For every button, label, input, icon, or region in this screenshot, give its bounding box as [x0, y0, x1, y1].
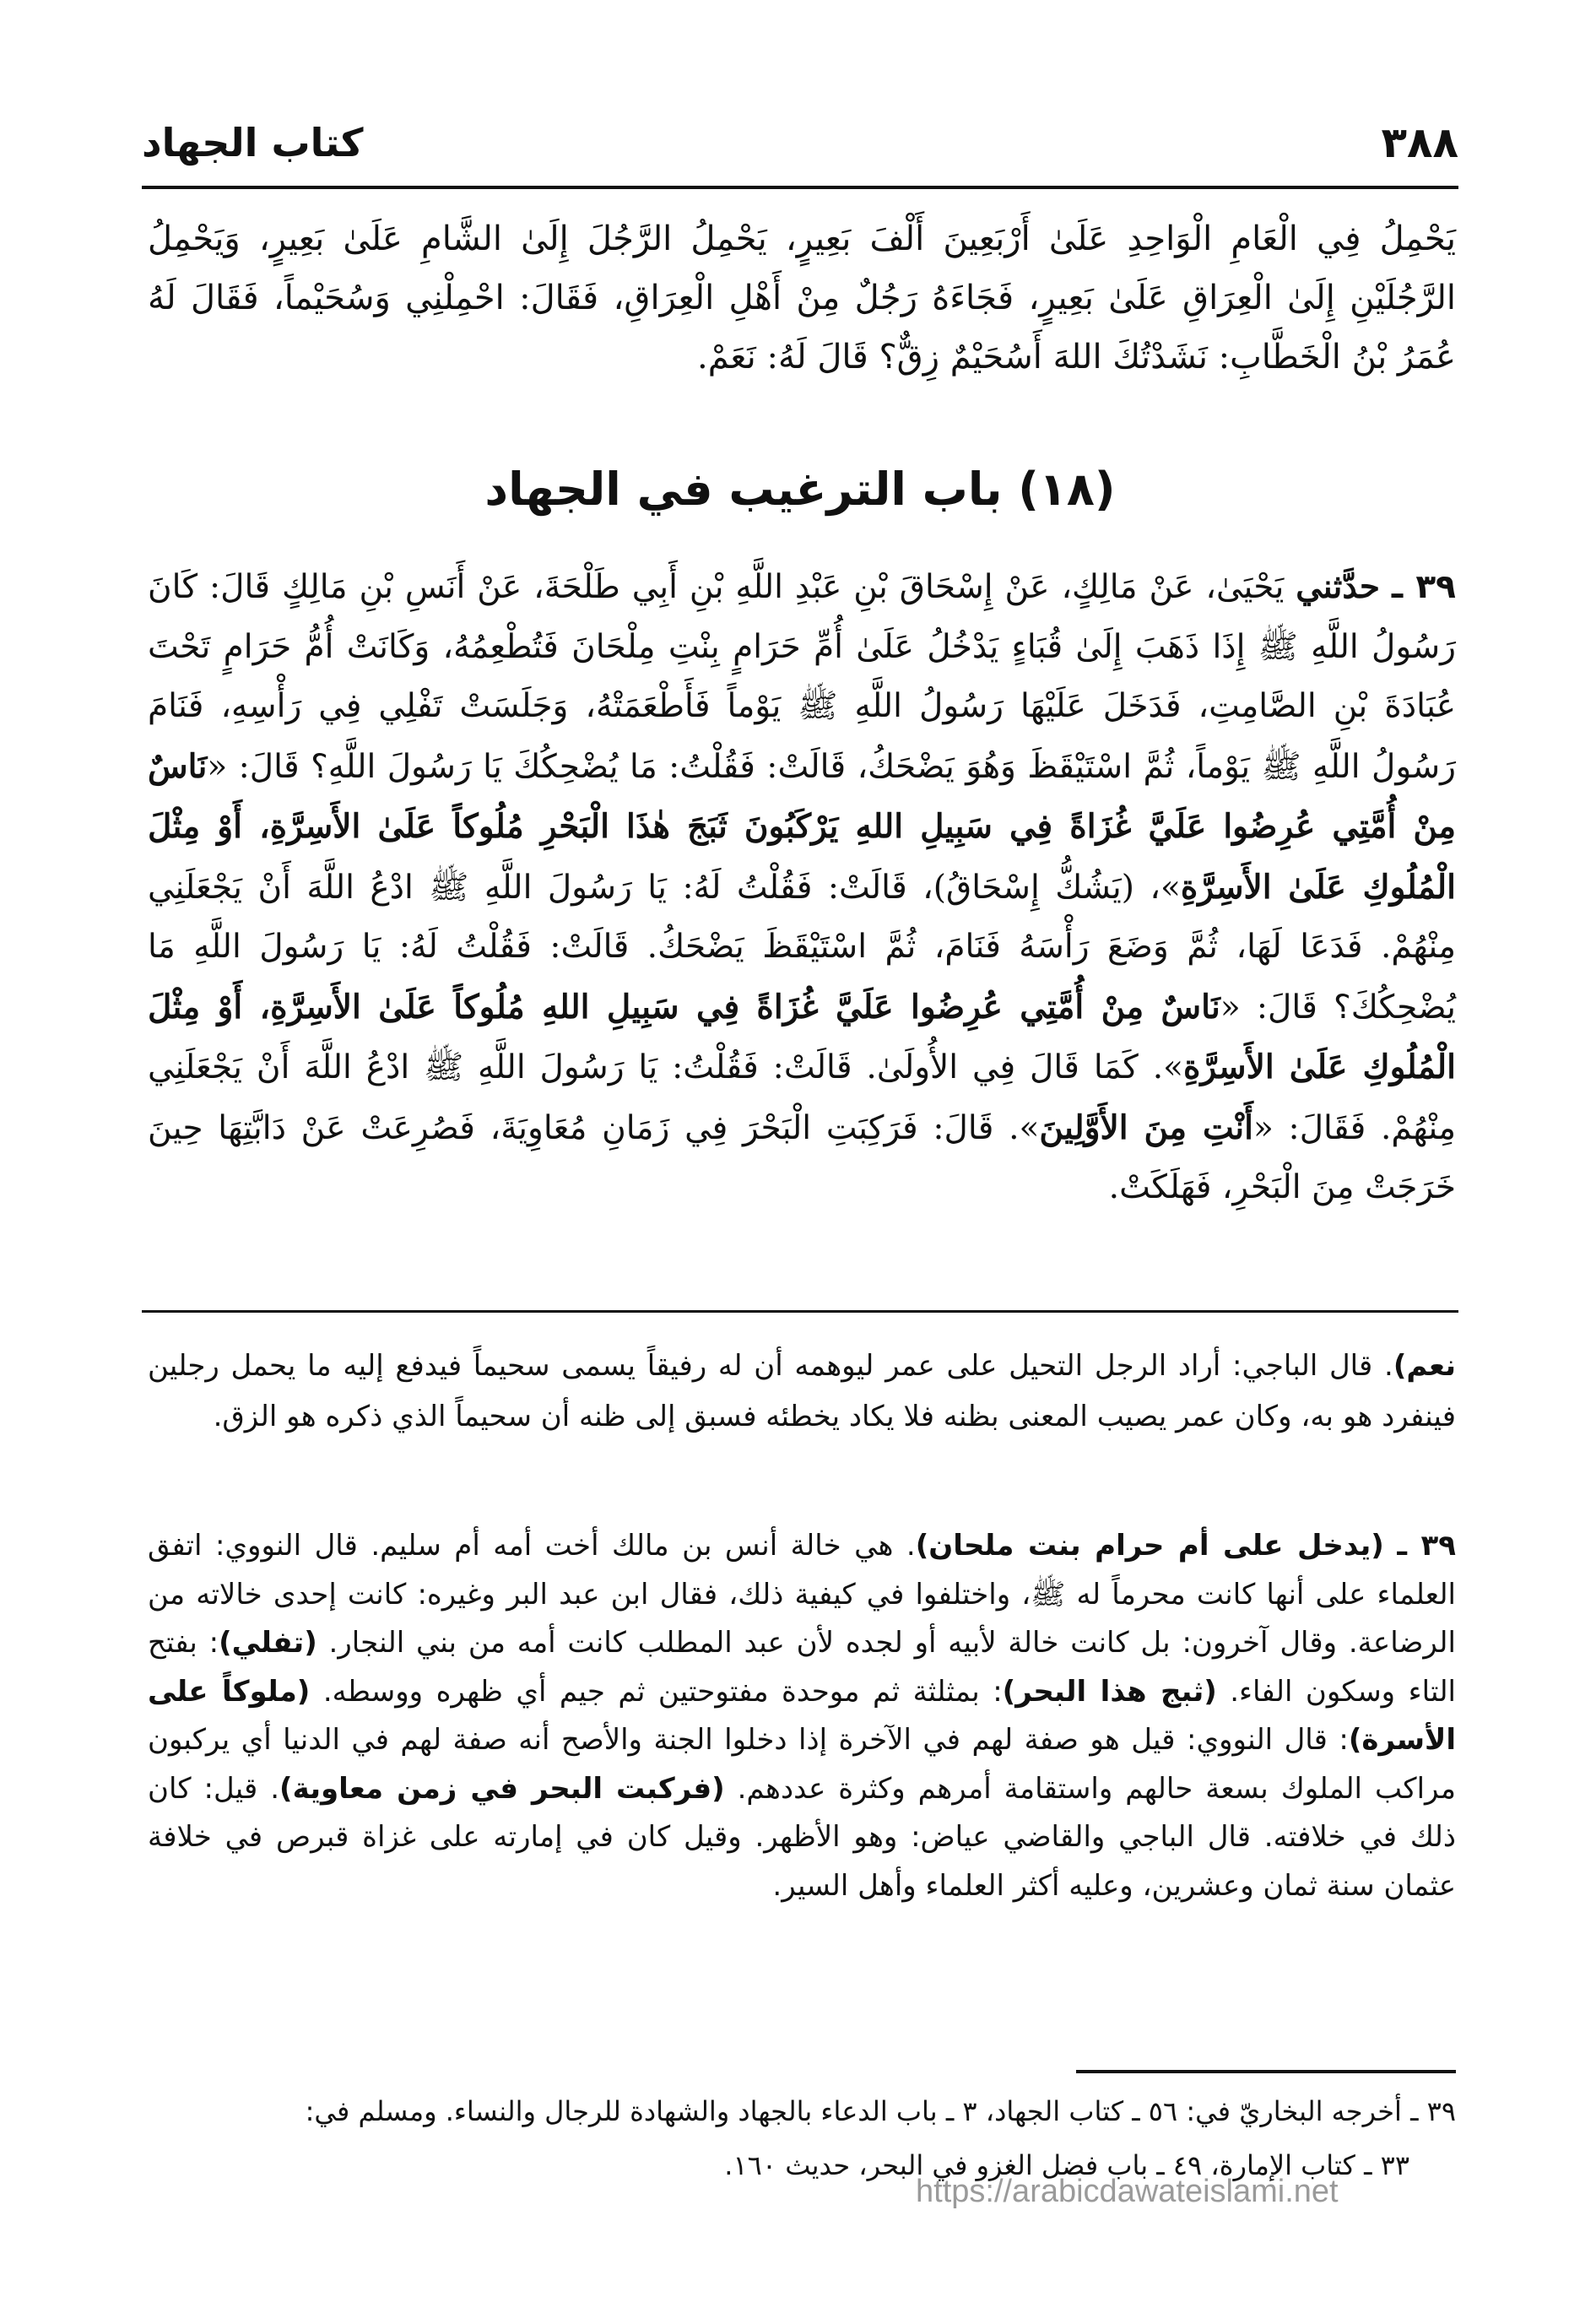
commentary-divider: [142, 1310, 1458, 1313]
note2-keyword-1: (يدخل على أم حرام بنت ملحان): [915, 1529, 1384, 1563]
intro-text: يَحْمِلُ فِي الْعَامِ الْوَاحِدِ عَلَىٰ أَرْبَعِينَ أَلْفَ بَعِيرٍ، يَحْمِلُ الرَّجُلَ إِلَىٰ الشَّامِ عَلَىٰ بَعِيرٍ، وَيَحْمِلُ الرَّجُلَيْنِ إِلَىٰ الْعِرَاقِ عَلَىٰ بَعِيرٍ، فَجَاءَهُ رَجُلٌ مِنْ أَهْلِ الْعِرَاقِ، فَقَالَ: احْمِلْنِي وَسُحَيْماً، فَقَالَ لَهُ عُمَرُ بْنُ الْخَطَّابِ: نَشَدْتُكَ اللهَ أَسُحَيْمٌ زِقٌّ؟ قَالَ لَهُ: نَعَمْ.: [148, 219, 1456, 376]
note1-text: . قال الباجي: أراد الرجل التحيل على عمر ليوهمه أن له رفيقاً يسمى سحيماً فيدفع إليه ما يحمل رجلين فينفرد هو به، وكان عمر يصيب المعنى بظنه فلا يكاد يخطئه فسبق إلى ظنه أن سحيماً الذي ذكره هو الزق.: [148, 1349, 1456, 1433]
hadith-number: ٣٩ ـ: [1391, 568, 1456, 606]
page-header: [142, 118, 1458, 179]
note2-text-5: . قيل: كان ذلك في خلافته. قال الباجي والقاضي عياض: وهو الأظهر. وقيل كان في إمارته على غزاة قبرص في خلافة عثمان سنة ثمان وعشرين، وعليه أكثر العلماء وأهل السير.: [148, 1771, 1456, 1903]
hadith-text-3: ». كَمَا قَالَ فِي الأُولَىٰ. قَالَتْ: فَقُلْتُ: يَا رَسُولَ اللَّهِ ﷺ ادْعُ اللَّهَ أَنْ يَجْعَلَنِي مِنْهُمْ. فَقَالَ: «: [148, 1048, 1456, 1147]
header-divider: [142, 186, 1458, 189]
note2-keyword-5: (فركبت البحر في زمن معاوية): [279, 1771, 725, 1806]
watermark-url: https://arabicdawateislami.net: [916, 2174, 1339, 2209]
note2-keyword-3: (ثبج هذا البحر): [1002, 1674, 1217, 1709]
book-title: كتاب الجهاد: [142, 120, 364, 165]
hadith-opening: حدَّثني: [1296, 567, 1380, 606]
hadith-text-1: يَحْيَىٰ، عَنْ مَالِكٍ، عَنْ إِسْحَاقَ بْنِ عَبْدِ اللَّهِ بْنِ أَبِي طَلْحَةَ، عَنْ أَنَسِ بْنِ مَالِكٍ قَالَ: كَانَ رَسُولُ اللَّهِ ﷺ إِذَا ذَهَبَ إِلَىٰ قُبَاءٍ يَدْخُلُ عَلَىٰ أُمِّ حَرَامٍ بِنْتِ مِلْحَانَ فَتُطْعِمُهُ، وَكَانَتْ أُمُّ حَرَامٍ تَحْتَ عُبَادَةَ بْنِ الصَّامِتِ، فَدَخَلَ عَلَيْهَا رَسُولُ اللَّهِ ﷺ يَوْماً فَأَطْعَمَتْهُ، وَجَلَسَتْ تَفْلِي فِي رَأْسِهِ، فَنَامَ رَسُولُ اللَّهِ ﷺ يَوْماً، ثُمَّ اسْتَيْقَظَ وَهُوَ يَضْحَكُ، قَالَتْ: فَقُلْتُ: مَا يُضْحِكُكَ يَا رَسُولَ اللَّهِ؟ قَالَ: «: [148, 568, 1456, 786]
commentary-note-2: [148, 1522, 1456, 1910]
note2-keyword-4: (ملوكاً على الأسرة): [148, 1674, 1456, 1757]
note1-keyword: نعم): [1393, 1349, 1456, 1383]
hadith-quote-1: نَاسٌ مِنْ أُمَّتِي عُرِضُوا عَلَيَّ غُزَاةً فِي سَبِيلِ اللهِ يَرْكَبُونَ ثَبَجَ هٰذَا الْبَحْرِ مُلُوكاً عَلَىٰ الأَسِرَّةِ، أَوْ مِثْلَ الْمُلُوكِ عَلَىٰ الأَسِرَّةِ: [148, 746, 1456, 907]
hadith-text-2: »، (يَشُكُّ إِسْحَاقُ)، قَالَتْ: فَقُلْتُ لَهُ: يَا رَسُولَ اللَّهِ ﷺ ادْعُ اللَّهَ أَنْ يَجْعَلَنِي مِنْهُمْ. فَدَعَا لَهَا، ثُمَّ وَضَعَ رَأْسَهُ فَنَامَ، ثُمَّ اسْتَيْقَظَ يَضْحَكُ. قَالَتْ: فَقُلْتُ لَهُ: يَا رَسُولَ اللَّهِ مَا يُضْحِكُكَ؟ قَالَ: «: [148, 868, 1456, 1027]
takhrij-divider: [1076, 2070, 1456, 2073]
note2-text-2: : بفتح التاء وسكون الفاء.: [148, 1626, 1457, 1709]
hadith-paragraph: [148, 557, 1456, 1218]
note2-text-1: . هي خالة أنس بن مالك أخت أمه أم سليم. قال النووي: اتفق العلماء على أنها كانت محرماً له ﷺ، واختلفوا في كيفية ذلك، فقال ابن عبد البر وغيره: كانت إحدى خالاته من الرضاعة. وقال آخرون: بل كانت خالة لأبيه أو لجده لأن عبد المطلب كانت أمه من بني النجار.: [148, 1529, 1456, 1660]
takhrij-line-2: ٣٣ ـ كتاب الإمارة، ٤٩ ـ باب فضل الغزو في البحر، حديث ١٦٠.: [724, 2149, 1409, 2181]
hadith-quote-3: أَنْتِ مِنَ الأَوَّلِينَ: [1039, 1108, 1253, 1147]
commentary-note-1: [148, 1341, 1456, 1442]
hadith-text-4: ». قَالَ: فَرَكِبَتِ الْبَحْرَ فِي زَمَانِ مُعَاوِيَةَ، فَصُرِعَتْ عَنْ دَابَّتِهَا حِينَ خَرَجَتْ مِنَ الْبَحْرِ، فَهَلَكَتْ.: [148, 1108, 1456, 1206]
note2-number: ٣٩ ـ: [1397, 1529, 1456, 1563]
note2-text-4: : قال النووي: قيل هو صفة لهم في الآخرة إذا دخلوا الجنة والأصح أنه صفة لهم في الدنيا أي يركبون مراكب الملوك بسعة حالهم واستقامة أمرهم وكثرة عددهم.: [148, 1723, 1456, 1806]
intro-paragraph: [148, 209, 1456, 387]
page-number: ٣٨٨: [1381, 118, 1458, 167]
takhrij-line-1: ٣٩ ـ أخرجه البخاريّ في: ٥٦ ـ كتاب الجهاد، ٣ ـ باب الدعاء بالجهاد والشهادة للرجال والنساء. ومسلم في:: [305, 2095, 1456, 2127]
note2-keyword-2: (تفلي): [219, 1626, 317, 1660]
hadith-quote-2: نَاسٌ مِنْ أُمَّتِي عُرِضُوا عَلَيَّ غُزَاةً فِي سَبِيلِ اللهِ مُلُوكاً عَلَىٰ الأَسِرَّةِ، أَوْ مِثْلَ الْمُلُوكِ عَلَىٰ الأَسِرَّةِ: [148, 987, 1456, 1086]
chapter-heading: (١٨) باب الترغيب في الجهاد: [484, 463, 1116, 516]
note2-text-3: : بمثلثة ثم موحدة مفتوحتين ثم جيم أي ظهره ووسطه.: [310, 1674, 1003, 1709]
